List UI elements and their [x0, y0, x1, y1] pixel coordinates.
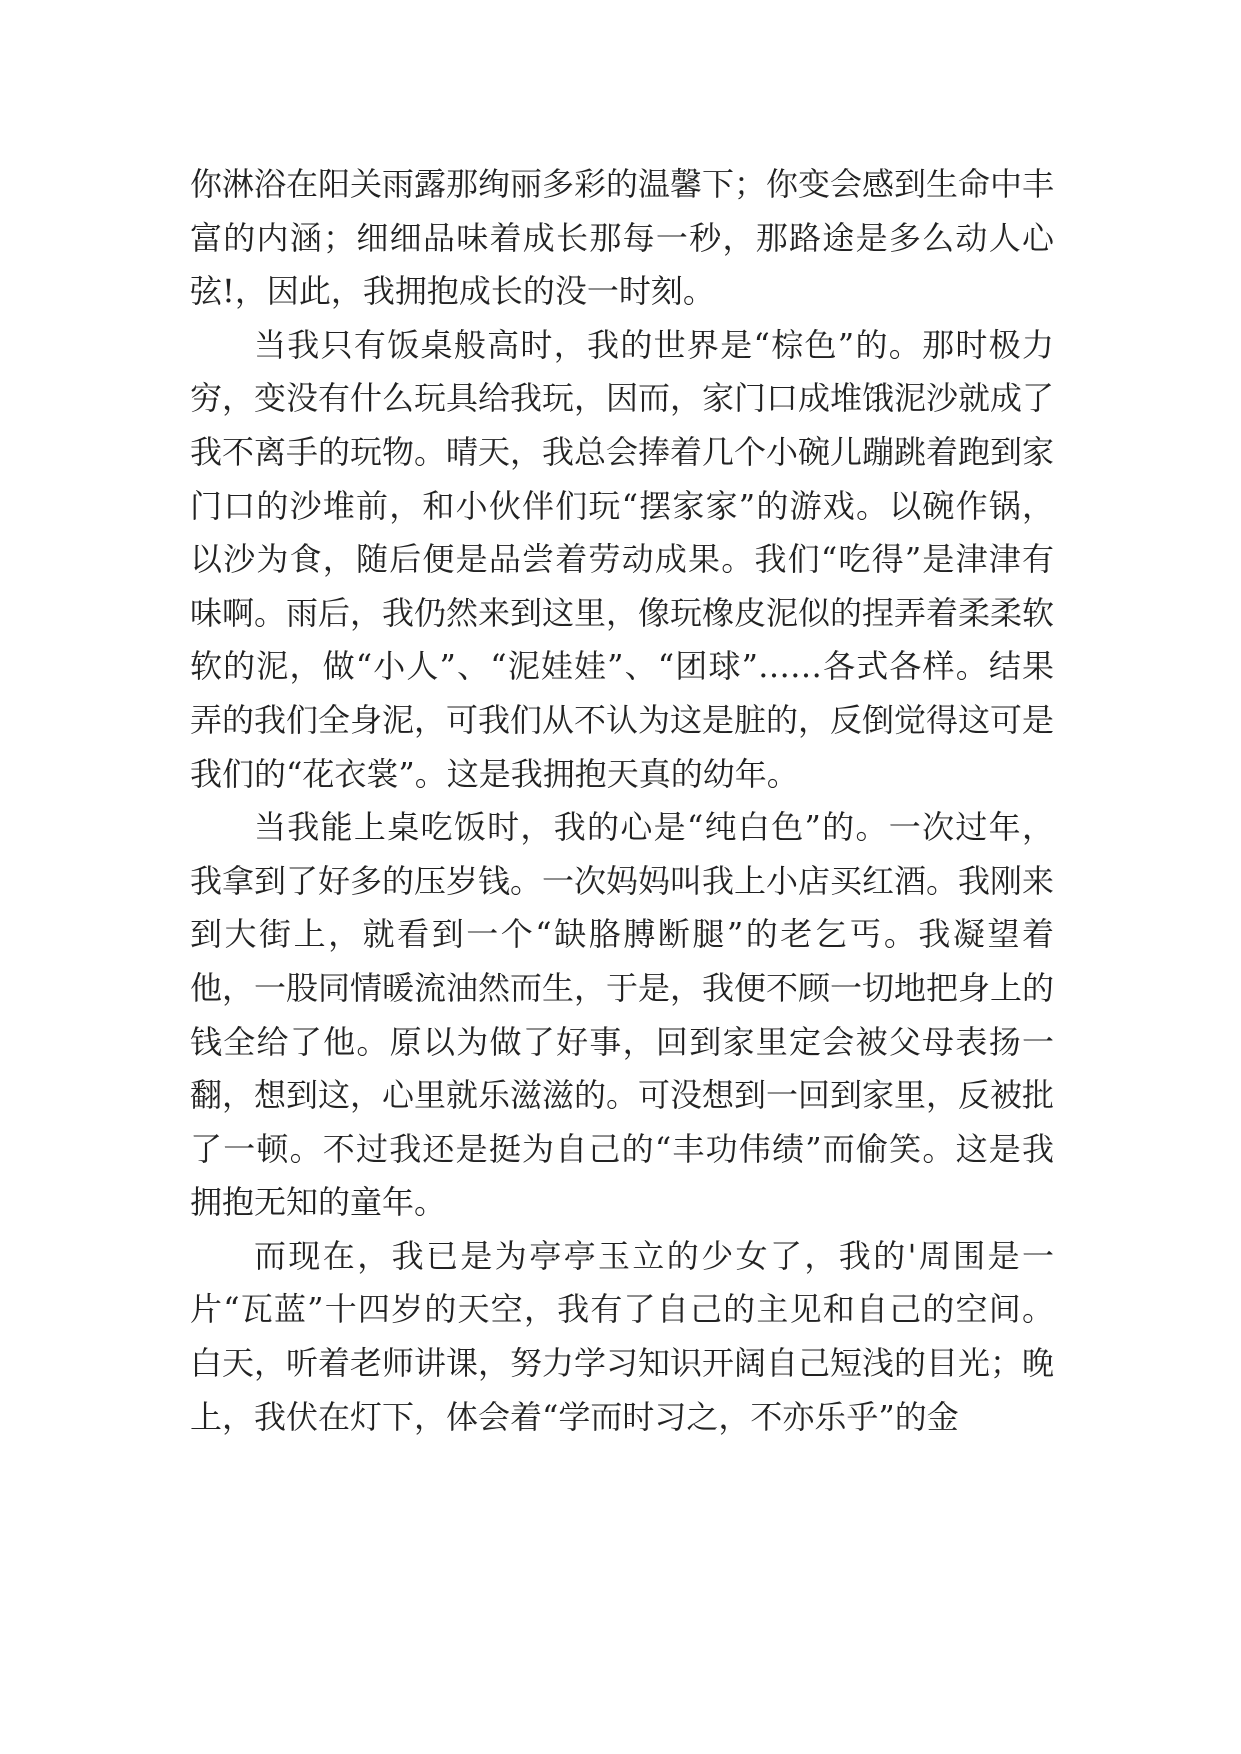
document-body: [190, 158, 1054, 1444]
paragraph-4: 而现在，我已是为亭亭玉立的少女了，我的'周围是一片“瓦蓝”十四岁的天空，我有了自己的主见和自己的空间。白天，听着老师讲课，努力学习知识开阔自己短浅的目光；晚上，我伏在灯下，体会着“学而时习之，不亦乐乎”的金: [190, 1236, 1055, 1436]
paragraph-3: 当我能上桌吃饭时，我的心是“纯白色”的。一次过年，我拿到了好多的压岁钱。一次妈妈叫我上小店买红酒。我刚来到大街上，就看到一个“缺胳膊断腿”的老乞丐。我凝望着他，一股同情暖流油然而生，于是，我便不顾一切地把身上的钱全给了他。原以为做了好事，回到家里定会被父母表扬一翻，想到这，心里就乐滋滋的。可没想到一回到家里，反被批了一顿。不过我还是挺为自己的“丰功伟绩”而偷笑。这是我拥抱无知的童年。: [190, 808, 1055, 1222]
paragraph-2: 当我只有饭桌般高时，我的世界是“棕色”的。那时极力穷，变没有什么玩具给我玩，因而，家门口成堆饿泥沙就成了我不离手的玩物。晴天，我总会捧着几个小碗儿蹦跳着跑到家门口的沙堆前，和小伙伴们玩“摆家家”的游戏。以碗作锅，以沙为食，随后便是品尝着劳动成果。我们“吃得”是津津有味啊。雨后，我仍然来到这里，像玩橡皮泥似的捏弄着柔柔软软的泥，做“小人”、“泥娃娃”、“团球”……各式各样。结果弄的我们全身泥，可我们从不认为这是脏的，反倒觉得这可是我们的“花衣裳”。这是我拥抱天真的幼年。: [190, 325, 1055, 793]
paragraph-1: 你淋浴在阳关雨露那绚丽多彩的温馨下；你变会感到生命中丰富的内涵；细细品味着成长那每一秒，那路途是多么动人心弦!，因此，我拥抱成长的没一时刻。: [190, 165, 1055, 311]
